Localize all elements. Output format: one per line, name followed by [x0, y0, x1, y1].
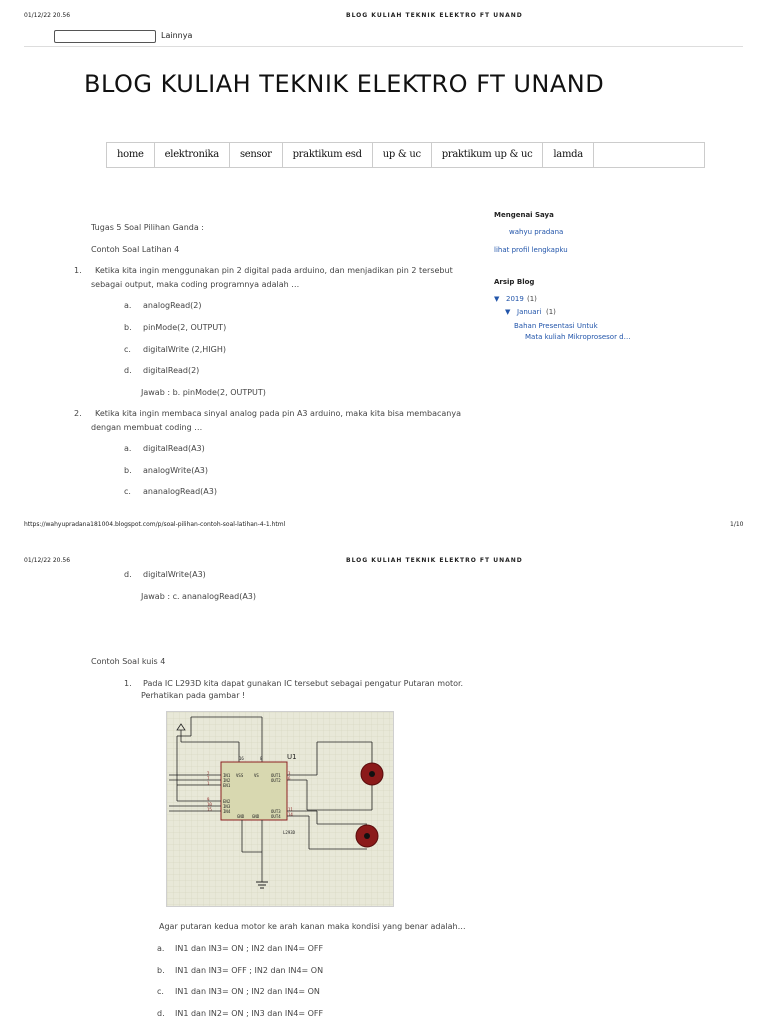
pin-number-label: 1: [207, 781, 210, 786]
sidebar-about-heading: Mengenai Saya: [494, 211, 554, 219]
nav-home[interactable]: home: [107, 143, 155, 167]
print-header-title: BLOG KULIAH TEKNIK ELEKTRO FT UNAND: [346, 12, 523, 19]
divider: [24, 46, 743, 47]
question-text: Pada IC L293D kita dapat gunakan IC tersebut sebagai pengatur Putaran motor.: [143, 679, 464, 688]
blog-title[interactable]: BLOG KULIAH TEKNIK ELEKTRO FT UNAND: [84, 70, 605, 98]
option-letter: b.: [124, 466, 132, 475]
option-text: analogRead(2): [143, 301, 202, 310]
option-text: IN1 dan IN3= ON ; IN2 dan IN4= OFF: [175, 944, 324, 953]
print-timestamp: 01/12/22 20.56: [24, 12, 71, 19]
print-header-title: BLOG KULIAH TEKNIK ELEKTRO FT UNAND: [346, 557, 523, 564]
option-text: pinMode(2, OUTPUT): [143, 323, 227, 332]
archive-month-count: (1): [546, 308, 556, 316]
option-letter: d.: [124, 570, 132, 579]
question-text: Perhatikan pada gambar !: [141, 691, 246, 700]
pin-label: IN4: [223, 809, 231, 814]
archive-post-link[interactable]: Mata kuliah Mikroprosesor d…: [525, 333, 631, 341]
question-text: dengan membuat coding …: [91, 423, 203, 432]
archive-month-link[interactable]: Januari: [517, 308, 542, 316]
question-text: sebagai output, maka coding programnya adalah …: [91, 280, 300, 289]
archive-post-link[interactable]: Bahan Presentasi Untuk: [514, 322, 598, 330]
pin-label: GND: [237, 814, 245, 819]
pin-label: EN1: [223, 783, 231, 788]
option-text: analogWrite(A3): [143, 466, 208, 475]
nav-praktikum-up-uc[interactable]: praktikum up & uc: [432, 143, 544, 167]
nav-lamda[interactable]: lamda: [543, 143, 594, 167]
collapse-toggle-icon[interactable]: ▼: [494, 295, 500, 303]
nav-spacer: [594, 143, 704, 167]
archive-year-count: (1): [527, 295, 537, 303]
question-text: Ketika kita ingin menggunakan pin 2 digital pada arduino, dan menjadikan pin 2 tersebut: [95, 266, 453, 275]
option-text: digitalRead(2): [143, 366, 200, 375]
profile-link[interactable]: lihat profil lengkapku: [494, 246, 568, 254]
option-text: IN1 dan IN3= ON ; IN2 dan IN4= ON: [175, 987, 320, 996]
question-text: Ketika kita ingin membaca sinyal analog pada pin A3 arduino, maka kita bisa membacanya: [95, 409, 461, 418]
section-heading: Contoh Soal Latihan 4: [91, 245, 180, 254]
option-text: IN1 dan IN3= OFF ; IN2 dan IN4= ON: [175, 966, 324, 975]
option-text: ananalogRead(A3): [143, 487, 217, 496]
option-letter: a.: [124, 301, 132, 310]
option-letter: d.: [157, 1009, 165, 1018]
option-text: digitalRead(A3): [143, 444, 205, 453]
pin-label: GND: [252, 814, 260, 819]
pin-number-label: 14: [288, 812, 293, 817]
pin-label: IN3: [223, 804, 231, 809]
sidebar-archive-heading: Arsip Blog: [494, 278, 535, 286]
pin-number-label: 2: [207, 771, 210, 776]
search-input[interactable]: [54, 30, 156, 43]
question-number: 2.: [74, 409, 82, 418]
post-intro: Tugas 5 Soal Pilihan Ganda :: [91, 223, 204, 232]
pin-label: IN1: [223, 773, 231, 778]
pin-label: IN2: [223, 778, 231, 783]
circuit-schematic: [167, 712, 393, 906]
option-letter: c.: [157, 987, 164, 996]
option-letter: c.: [124, 487, 131, 496]
pin-label: VS: [254, 773, 259, 778]
option-text: digitalWrite (2,HIGH): [143, 345, 226, 354]
print-footer-url: https://wahyupradana181004.blogspot.com/p/soal-pilihan-contoh-soal-latihan-4-1.html: [24, 521, 286, 528]
option-text: IN1 dan IN2= ON ; IN3 dan IN4= OFF: [175, 1009, 324, 1018]
option-letter: a.: [157, 944, 165, 953]
option-letter: b.: [157, 966, 165, 975]
pin-number-label: 6: [288, 776, 291, 781]
option-letter: a.: [124, 444, 132, 453]
print-timestamp: 01/12/22 20.56: [24, 557, 71, 564]
pin-label: OUT2: [271, 778, 281, 783]
circuit-diagram-image: [166, 711, 394, 907]
answer-text: Jawab : b. pinMode(2, OUTPUT): [141, 388, 266, 397]
section-heading: Contoh Soal kuis 4: [91, 657, 166, 666]
nav-praktikum-esd[interactable]: praktikum esd: [283, 143, 373, 167]
pin-number-label: 7: [207, 776, 210, 781]
archive-year-link[interactable]: 2019: [506, 295, 524, 303]
pin-label: OUT3: [271, 809, 281, 814]
pin-number-label: 8: [260, 756, 263, 761]
nav-elektronika[interactable]: elektronika: [155, 143, 230, 167]
pin-number-label: 11: [288, 807, 293, 812]
pin-label: EN2: [223, 799, 231, 804]
pin-number-label: 15: [207, 807, 212, 812]
author-link[interactable]: wahyu pradana: [509, 228, 564, 236]
collapse-toggle-icon[interactable]: ▼: [505, 308, 511, 316]
question-number: 1.: [124, 679, 132, 688]
pin-number-label: 3: [288, 771, 291, 776]
chip-ref-label: U1: [287, 753, 297, 761]
nav-sensor[interactable]: sensor: [230, 143, 283, 167]
pin-number-label: 16: [239, 756, 244, 761]
option-letter: b.: [124, 323, 132, 332]
option-text: digitalWrite(A3): [143, 570, 206, 579]
nav-up-uc[interactable]: up & uc: [373, 143, 432, 167]
main-nav: [106, 142, 705, 168]
pin-label: VSS: [236, 773, 244, 778]
option-letter: c.: [124, 345, 131, 354]
more-link[interactable]: Lainnya: [161, 31, 193, 40]
option-letter: d.: [124, 366, 132, 375]
pin-label: OUT1: [271, 773, 281, 778]
pin-number-label: 9: [207, 797, 210, 802]
answer-text: Jawab : c. ananalogRead(A3): [141, 592, 256, 601]
question-number: 1.: [74, 266, 82, 275]
pin-label: OUT4: [271, 814, 281, 819]
print-page-number: 1/10: [730, 521, 744, 528]
pin-number-label: 10: [207, 802, 212, 807]
question-prompt: Agar putaran kedua motor ke arah kanan maka kondisi yang benar adalah…: [159, 922, 466, 931]
chip-part-label: L293D: [283, 830, 296, 835]
